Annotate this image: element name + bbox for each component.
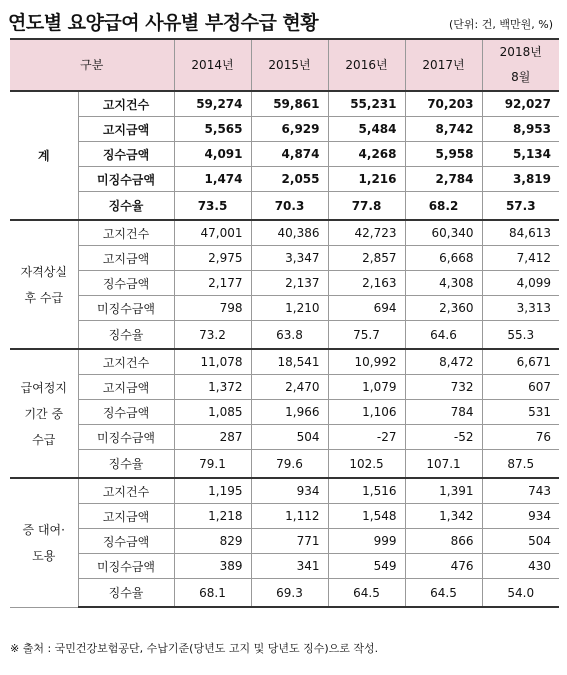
cell-value: 4,268	[328, 142, 405, 167]
row-label: 징수금액	[78, 142, 174, 167]
cell-value: 784	[405, 400, 482, 425]
cell-value: 63.8	[251, 321, 328, 350]
group-label	[10, 349, 78, 478]
cell-value: 934	[482, 504, 559, 529]
cell-value: 70,203	[405, 91, 482, 117]
group-label-line: 후 수급	[24, 290, 64, 305]
page-title: 연도별 요양급여 사유별 부정수급 현황	[8, 12, 319, 34]
cell-value: 18,541	[251, 349, 328, 375]
cell-value: 694	[328, 296, 405, 321]
cell-value: 1,106	[328, 400, 405, 425]
row-label: 징수금액	[78, 271, 174, 296]
header-year: 2014년	[174, 39, 251, 91]
cell-value: 59,861	[251, 91, 328, 117]
header-category: 구분	[10, 39, 174, 91]
header-year-line1: 2018년	[499, 45, 542, 59]
cell-value: 5,484	[328, 117, 405, 142]
cell-value: 4,308	[405, 271, 482, 296]
row-label: 고지건수	[78, 478, 174, 504]
cell-value: 743	[482, 478, 559, 504]
cell-value: 549	[328, 554, 405, 579]
cell-value: -27	[328, 425, 405, 450]
table-row	[10, 349, 559, 375]
cell-value: 68.1	[174, 579, 251, 608]
cell-value: 999	[328, 529, 405, 554]
section-suspension-period	[10, 349, 559, 478]
header-year: 2016년	[328, 39, 405, 91]
cell-value: 2,360	[405, 296, 482, 321]
table-row	[10, 167, 559, 192]
cell-value: 3,819	[482, 167, 559, 192]
cell-value: 6,668	[405, 246, 482, 271]
cell-value: 64.6	[405, 321, 482, 350]
cell-value: 73.2	[174, 321, 251, 350]
cell-value: 75.7	[328, 321, 405, 350]
cell-value: 107.1	[405, 450, 482, 479]
cell-value: 8,953	[482, 117, 559, 142]
cell-value: 2,784	[405, 167, 482, 192]
group-label	[10, 220, 78, 349]
cell-value: 1,085	[174, 400, 251, 425]
source-note: ※ 출처 : 국민건강보험공단, 수납기준(당년도 고지 및 당년도 징수)으로 작성.	[10, 642, 379, 655]
cell-value: 4,099	[482, 271, 559, 296]
row-label: 미징수금액	[78, 554, 174, 579]
header-year-2018	[482, 39, 559, 91]
cell-value: 68.2	[405, 192, 482, 221]
section-eligibility-loss	[10, 220, 559, 349]
row-label: 미징수금액	[78, 167, 174, 192]
cell-value: 504	[251, 425, 328, 450]
cell-value: 1,391	[405, 478, 482, 504]
section-id-lending-theft	[10, 478, 559, 607]
cell-value: 8,472	[405, 349, 482, 375]
row-label: 징수금액	[78, 400, 174, 425]
cell-value: 1,079	[328, 375, 405, 400]
cell-value: 5,958	[405, 142, 482, 167]
cell-value: 76	[482, 425, 559, 450]
cell-value: 934	[251, 478, 328, 504]
cell-value: 1,548	[328, 504, 405, 529]
row-label: 징수율	[78, 192, 174, 221]
cell-value: 3,347	[251, 246, 328, 271]
cell-value: 829	[174, 529, 251, 554]
row-label: 징수율	[78, 579, 174, 608]
row-label: 고지금액	[78, 246, 174, 271]
cell-value: 64.5	[328, 579, 405, 608]
table-row	[10, 321, 559, 350]
cell-value: 1,474	[174, 167, 251, 192]
cell-value: 5,565	[174, 117, 251, 142]
row-label: 고지금액	[78, 375, 174, 400]
row-label: 미징수금액	[78, 425, 174, 450]
table-row	[10, 400, 559, 425]
group-label-line: 수급	[32, 432, 56, 447]
cell-value: 2,177	[174, 271, 251, 296]
cell-value: 55,231	[328, 91, 405, 117]
cell-value: 771	[251, 529, 328, 554]
table-row	[10, 220, 559, 246]
fraud-payment-table	[10, 38, 559, 608]
cell-value: 8,742	[405, 117, 482, 142]
row-label: 징수율	[78, 321, 174, 350]
cell-value: 4,091	[174, 142, 251, 167]
cell-value: 59,274	[174, 91, 251, 117]
cell-value: 798	[174, 296, 251, 321]
unit-note: (단위: 건, 백만원, %)	[449, 18, 553, 31]
group-label-line: 자격상실	[20, 264, 67, 279]
cell-value: 476	[405, 554, 482, 579]
cell-value: 1,210	[251, 296, 328, 321]
cell-value: 866	[405, 529, 482, 554]
cell-value: 87.5	[482, 450, 559, 479]
cell-value: 1,966	[251, 400, 328, 425]
cell-value: 1,218	[174, 504, 251, 529]
table-row	[10, 579, 559, 608]
table-row	[10, 296, 559, 321]
cell-value: 531	[482, 400, 559, 425]
section-total	[10, 91, 559, 220]
cell-value: 102.5	[328, 450, 405, 479]
cell-value: 47,001	[174, 220, 251, 246]
cell-value: 54.0	[482, 579, 559, 608]
cell-value: 84,613	[482, 220, 559, 246]
cell-value: 5,134	[482, 142, 559, 167]
row-label: 고지건수	[78, 349, 174, 375]
cell-value: 73.5	[174, 192, 251, 221]
cell-value: 69.3	[251, 579, 328, 608]
cell-value: 2,137	[251, 271, 328, 296]
cell-value: 1,216	[328, 167, 405, 192]
cell-value: 60,340	[405, 220, 482, 246]
cell-value: 1,112	[251, 504, 328, 529]
cell-value: 389	[174, 554, 251, 579]
table-row	[10, 425, 559, 450]
cell-value: 6,671	[482, 349, 559, 375]
cell-value: 79.6	[251, 450, 328, 479]
cell-value: 92,027	[482, 91, 559, 117]
cell-value: 70.3	[251, 192, 328, 221]
cell-value: 77.8	[328, 192, 405, 221]
cell-value: 1,342	[405, 504, 482, 529]
cell-value: 2,470	[251, 375, 328, 400]
cell-value: 2,857	[328, 246, 405, 271]
cell-value: -52	[405, 425, 482, 450]
row-label: 고지건수	[78, 220, 174, 246]
table-row	[10, 375, 559, 400]
group-label-line: 도용	[32, 548, 56, 563]
table-row	[10, 478, 559, 504]
cell-value: 2,055	[251, 167, 328, 192]
cell-value: 341	[251, 554, 328, 579]
cell-value: 64.5	[405, 579, 482, 608]
header-year-line2: 8월	[511, 70, 531, 84]
table-row	[10, 142, 559, 167]
cell-value: 40,386	[251, 220, 328, 246]
cell-value: 2,163	[328, 271, 405, 296]
header-year: 2017년	[405, 39, 482, 91]
cell-value: 287	[174, 425, 251, 450]
table-row	[10, 529, 559, 554]
table-row	[10, 91, 559, 117]
cell-value: 7,412	[482, 246, 559, 271]
row-label: 징수율	[78, 450, 174, 479]
row-label: 고지금액	[78, 504, 174, 529]
cell-value: 55.3	[482, 321, 559, 350]
cell-value: 6,929	[251, 117, 328, 142]
cell-value: 3,313	[482, 296, 559, 321]
cell-value: 10,992	[328, 349, 405, 375]
cell-value: 1,372	[174, 375, 251, 400]
group-label	[10, 478, 78, 607]
table-row	[10, 504, 559, 529]
cell-value: 607	[482, 375, 559, 400]
group-label: 계	[10, 91, 78, 220]
header-year: 2015년	[251, 39, 328, 91]
table-row	[10, 554, 559, 579]
table-row	[10, 192, 559, 221]
table-row	[10, 246, 559, 271]
table-header-row	[10, 39, 559, 91]
cell-value: 79.1	[174, 450, 251, 479]
group-label-line: 급여정지	[20, 380, 67, 395]
cell-value: 42,723	[328, 220, 405, 246]
row-label: 미징수금액	[78, 296, 174, 321]
cell-value: 2,975	[174, 246, 251, 271]
cell-value: 4,874	[251, 142, 328, 167]
row-label: 고지금액	[78, 117, 174, 142]
group-label-line: 기간 중	[24, 406, 64, 421]
table-row	[10, 271, 559, 296]
group-label-line: 증 대여·	[22, 522, 65, 537]
table-row	[10, 450, 559, 479]
table-row	[10, 117, 559, 142]
cell-value: 57.3	[482, 192, 559, 221]
cell-value: 430	[482, 554, 559, 579]
cell-value: 504	[482, 529, 559, 554]
cell-value: 732	[405, 375, 482, 400]
cell-value: 1,195	[174, 478, 251, 504]
cell-value: 1,516	[328, 478, 405, 504]
row-label: 고지건수	[78, 91, 174, 117]
row-label: 징수금액	[78, 529, 174, 554]
cell-value: 11,078	[174, 349, 251, 375]
